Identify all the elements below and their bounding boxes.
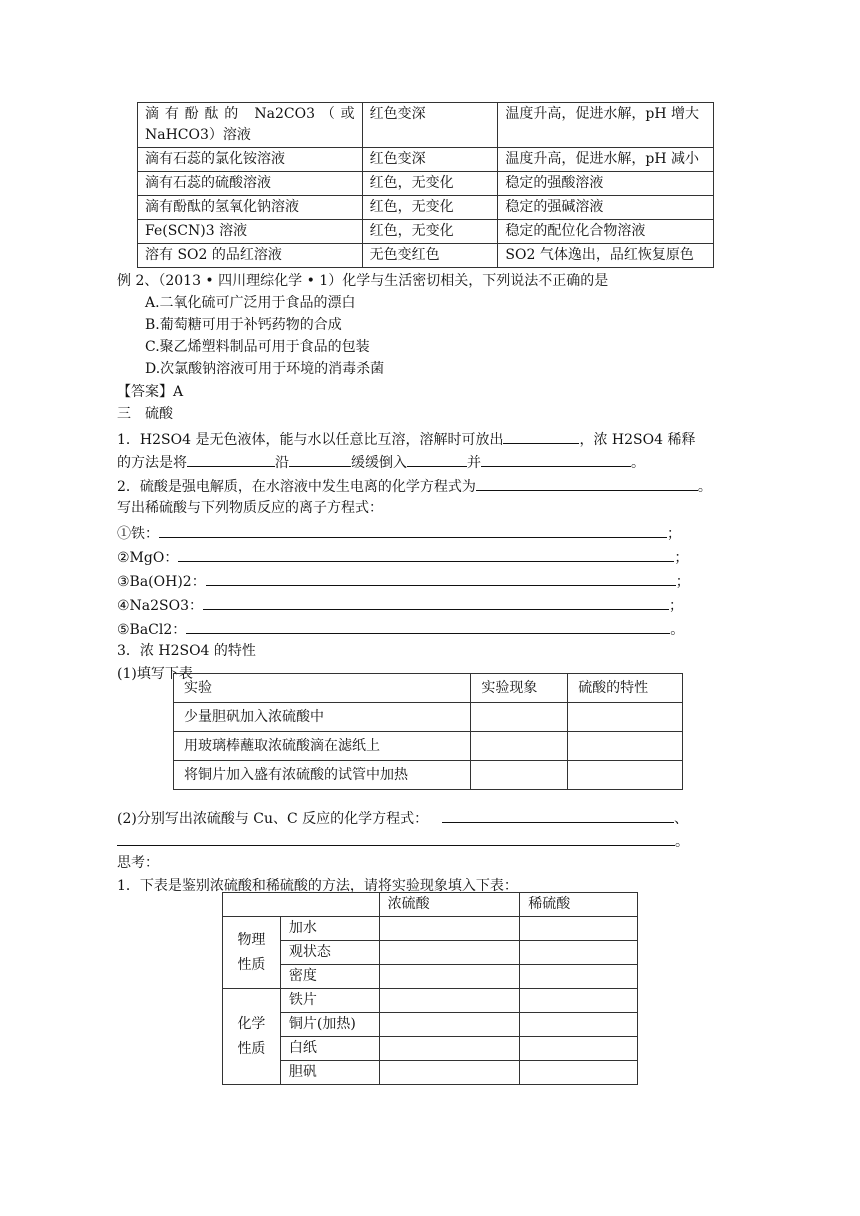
punct: ； [675,574,690,590]
table-header-row [223,893,638,917]
answer-blank[interactable] [407,450,467,467]
table-row [223,941,638,965]
row-label: 胆矾 [280,1061,379,1085]
answer-cell[interactable] [379,989,520,1013]
sub-2-line-2 [117,829,689,853]
punct: ； [669,598,684,614]
row-label: 白纸 [280,1037,379,1061]
punct: 。 [675,834,689,850]
table-cell: Fe(SCN)3 溶液 [138,220,363,244]
sub-2-line-1 [117,806,688,830]
row-label: 铁片 [280,989,379,1013]
answer-blank[interactable] [481,450,631,467]
text: (2)分别写出浓硫酸与 Cu、C 反应的化学方程式： [117,811,429,827]
answer-cell[interactable] [520,1013,638,1037]
answer-blank[interactable] [476,474,698,491]
table-cell: 红色，无变化 [362,196,498,220]
row-label: 密度 [280,965,379,989]
answer-blank[interactable] [289,450,351,467]
label: ①铁： [117,526,159,542]
option-b: B.葡萄糖可用于补钙药物的合成 [145,317,342,333]
table-cell: SO2 气体逸出，品红恢复原色 [498,244,714,268]
answer-cell[interactable] [379,1013,520,1037]
table-cell: 红色变深 [362,103,498,148]
answer-cell[interactable] [471,732,568,761]
answer-cell[interactable] [520,917,638,941]
table-cell: 滴有石蕊的氯化铵溶液 [138,148,363,172]
column-header: 稀硫酸 [520,893,638,917]
row-label: 观状态 [280,941,379,965]
question-text: 例 2、（2013 • 四川理综化学 • 1）化学与生活密切相关，下列说法不正确的是 [117,273,609,289]
table-row [223,1013,638,1037]
answer-cell[interactable] [568,703,683,732]
ionic-equation-1 [117,521,681,545]
answer-cell[interactable] [471,761,568,790]
answer-cell[interactable] [379,941,520,965]
option-c: C.聚乙烯塑料制品可用于食品的包装 [145,339,370,355]
answer-cell[interactable] [568,761,683,790]
answer-cell[interactable] [379,1037,520,1061]
empty-header [223,893,380,917]
table-cell: 温度升高，促进水解，pH 增大 [498,103,714,148]
answer-blank[interactable] [117,829,675,846]
question-2-line-2: 写出稀硫酸与下列物质反应的离子方程式： [117,500,383,516]
punct: ； [667,526,681,542]
table-cell: 稳定的强碱溶液 [498,196,714,220]
option-d: D.次氯酸钠溶液可用于环境的消毒杀菌 [145,361,385,377]
table-cell: 滴有酚酞的 Na2CO3（或 NaHCO3）溶液 [138,103,363,148]
answer-cell[interactable] [520,989,638,1013]
text: 。 [631,455,645,471]
label: ②MgO： [117,550,179,566]
answer-text: 【答案】A [117,384,184,400]
answer-blank[interactable] [186,617,670,634]
table-cell: 溶有 SO2 的品红溶液 [138,244,363,268]
label: ③Ba(OH)2： [117,574,206,590]
ionic-equation-3 [117,569,690,593]
table-cell: 滴有酚酞的氢氧化钠溶液 [138,196,363,220]
answer-cell[interactable] [379,917,520,941]
label: ④Na2SO3： [117,598,204,614]
answer-blank[interactable] [187,450,275,467]
answer-cell[interactable] [520,941,638,965]
table-row [223,1037,638,1061]
question-1-line-2 [117,450,645,474]
column-header: 硫酸的特性 [568,674,683,703]
think-question-1: 1．下表是鉴别浓硫酸和稀硫酸的方法，请将实验现象填入下表： [117,878,518,894]
column-header: 浓硫酸 [379,893,520,917]
question-3-title: 3．浓 H2SO4 的特性 [117,643,256,659]
punct: 。 [670,622,685,638]
table-row [174,761,683,790]
table-row [223,965,638,989]
text: 并 [467,455,481,471]
table-row [174,703,683,732]
row-label: 铜片(加热) [280,1013,379,1037]
answer-cell[interactable] [520,1037,638,1061]
table-cell: 红色变深 [362,148,498,172]
row-label: 加水 [280,917,379,941]
table-cell: 将铜片加入盛有浓硫酸的试管中加热 [174,761,471,790]
answer-blank[interactable] [503,427,579,444]
column-header: 实验 [174,674,471,703]
ionic-equation-4 [117,593,683,617]
ionic-equation-2 [117,545,688,569]
table-row [138,172,714,196]
ionic-equation-5 [117,617,684,641]
section-heading: 三 硫酸 [117,406,173,422]
answer-blank[interactable] [203,593,669,610]
table-row [138,244,714,268]
answer-blank[interactable] [206,569,676,586]
identification-table [222,892,638,1085]
answer-blank[interactable] [442,806,674,823]
text: 的方法是将 [117,455,187,471]
group-label-chemical [223,989,281,1085]
table-cell: 少量胆矾加入浓硫酸中 [174,703,471,732]
text: 沿 [275,455,289,471]
table-cell: 红色，无变化 [362,172,498,196]
table-row [138,196,714,220]
think-title: 思考： [117,855,159,871]
column-header: 实验现象 [471,674,568,703]
answer-cell[interactable] [520,1061,638,1085]
properties-table [173,673,683,790]
option-a: A.二氧化硫可广泛用于食品的漂白 [145,295,356,311]
answer-blank[interactable] [159,521,667,538]
question-2-line-1 [117,474,712,498]
table-cell: 稳定的配位化合物溶液 [498,220,714,244]
group-label-physical [223,917,281,989]
answer-cell[interactable] [568,732,683,761]
table-row [223,1061,638,1085]
text: 1．H2SO4 是无色液体，能与水以任意比互溶，溶解时可放出 [117,432,504,448]
table-row [138,148,714,172]
table-row [223,989,638,1013]
text: 2．硫酸是强电解质，在水溶液中发生电离的化学方程式为 [117,479,476,495]
label: ⑤BaCl2： [117,622,187,638]
table-cell: 温度升高，促进水解，pH 减小 [498,148,714,172]
group-label-line: 物理 [237,931,266,948]
question-1-line-1 [117,427,695,451]
punct: 、 [674,811,689,827]
table-row [223,917,638,941]
answer-blank[interactable] [178,545,674,562]
table-cell: 稳定的强酸溶液 [498,172,714,196]
answer-cell[interactable] [520,965,638,989]
table-row [138,220,714,244]
question-3-sub-1: (1)填写下表 [117,666,193,682]
table-cell: 用玻璃棒蘸取浓硫酸滴在滤纸上 [174,732,471,761]
group-label-line: 性质 [237,1040,266,1057]
answer-cell[interactable] [379,965,520,989]
text: 。 [697,479,712,495]
table-row [174,732,683,761]
text: ，浓 H2SO4 稀释 [579,432,696,448]
table-cell: 无色变红色 [362,244,498,268]
answer-cell[interactable] [471,703,568,732]
phenomenon-table [137,102,714,268]
table-cell: 滴有石蕊的硫酸溶液 [138,172,363,196]
table-header-row [174,674,683,703]
punct: ； [674,550,689,566]
table-row [138,103,714,148]
table-cell: 红色，无变化 [362,220,498,244]
group-label-line: 化学 [237,1015,266,1032]
group-label-line: 性质 [237,956,266,973]
answer-cell[interactable] [379,1061,520,1085]
text: 缓缓倒入 [351,455,407,471]
